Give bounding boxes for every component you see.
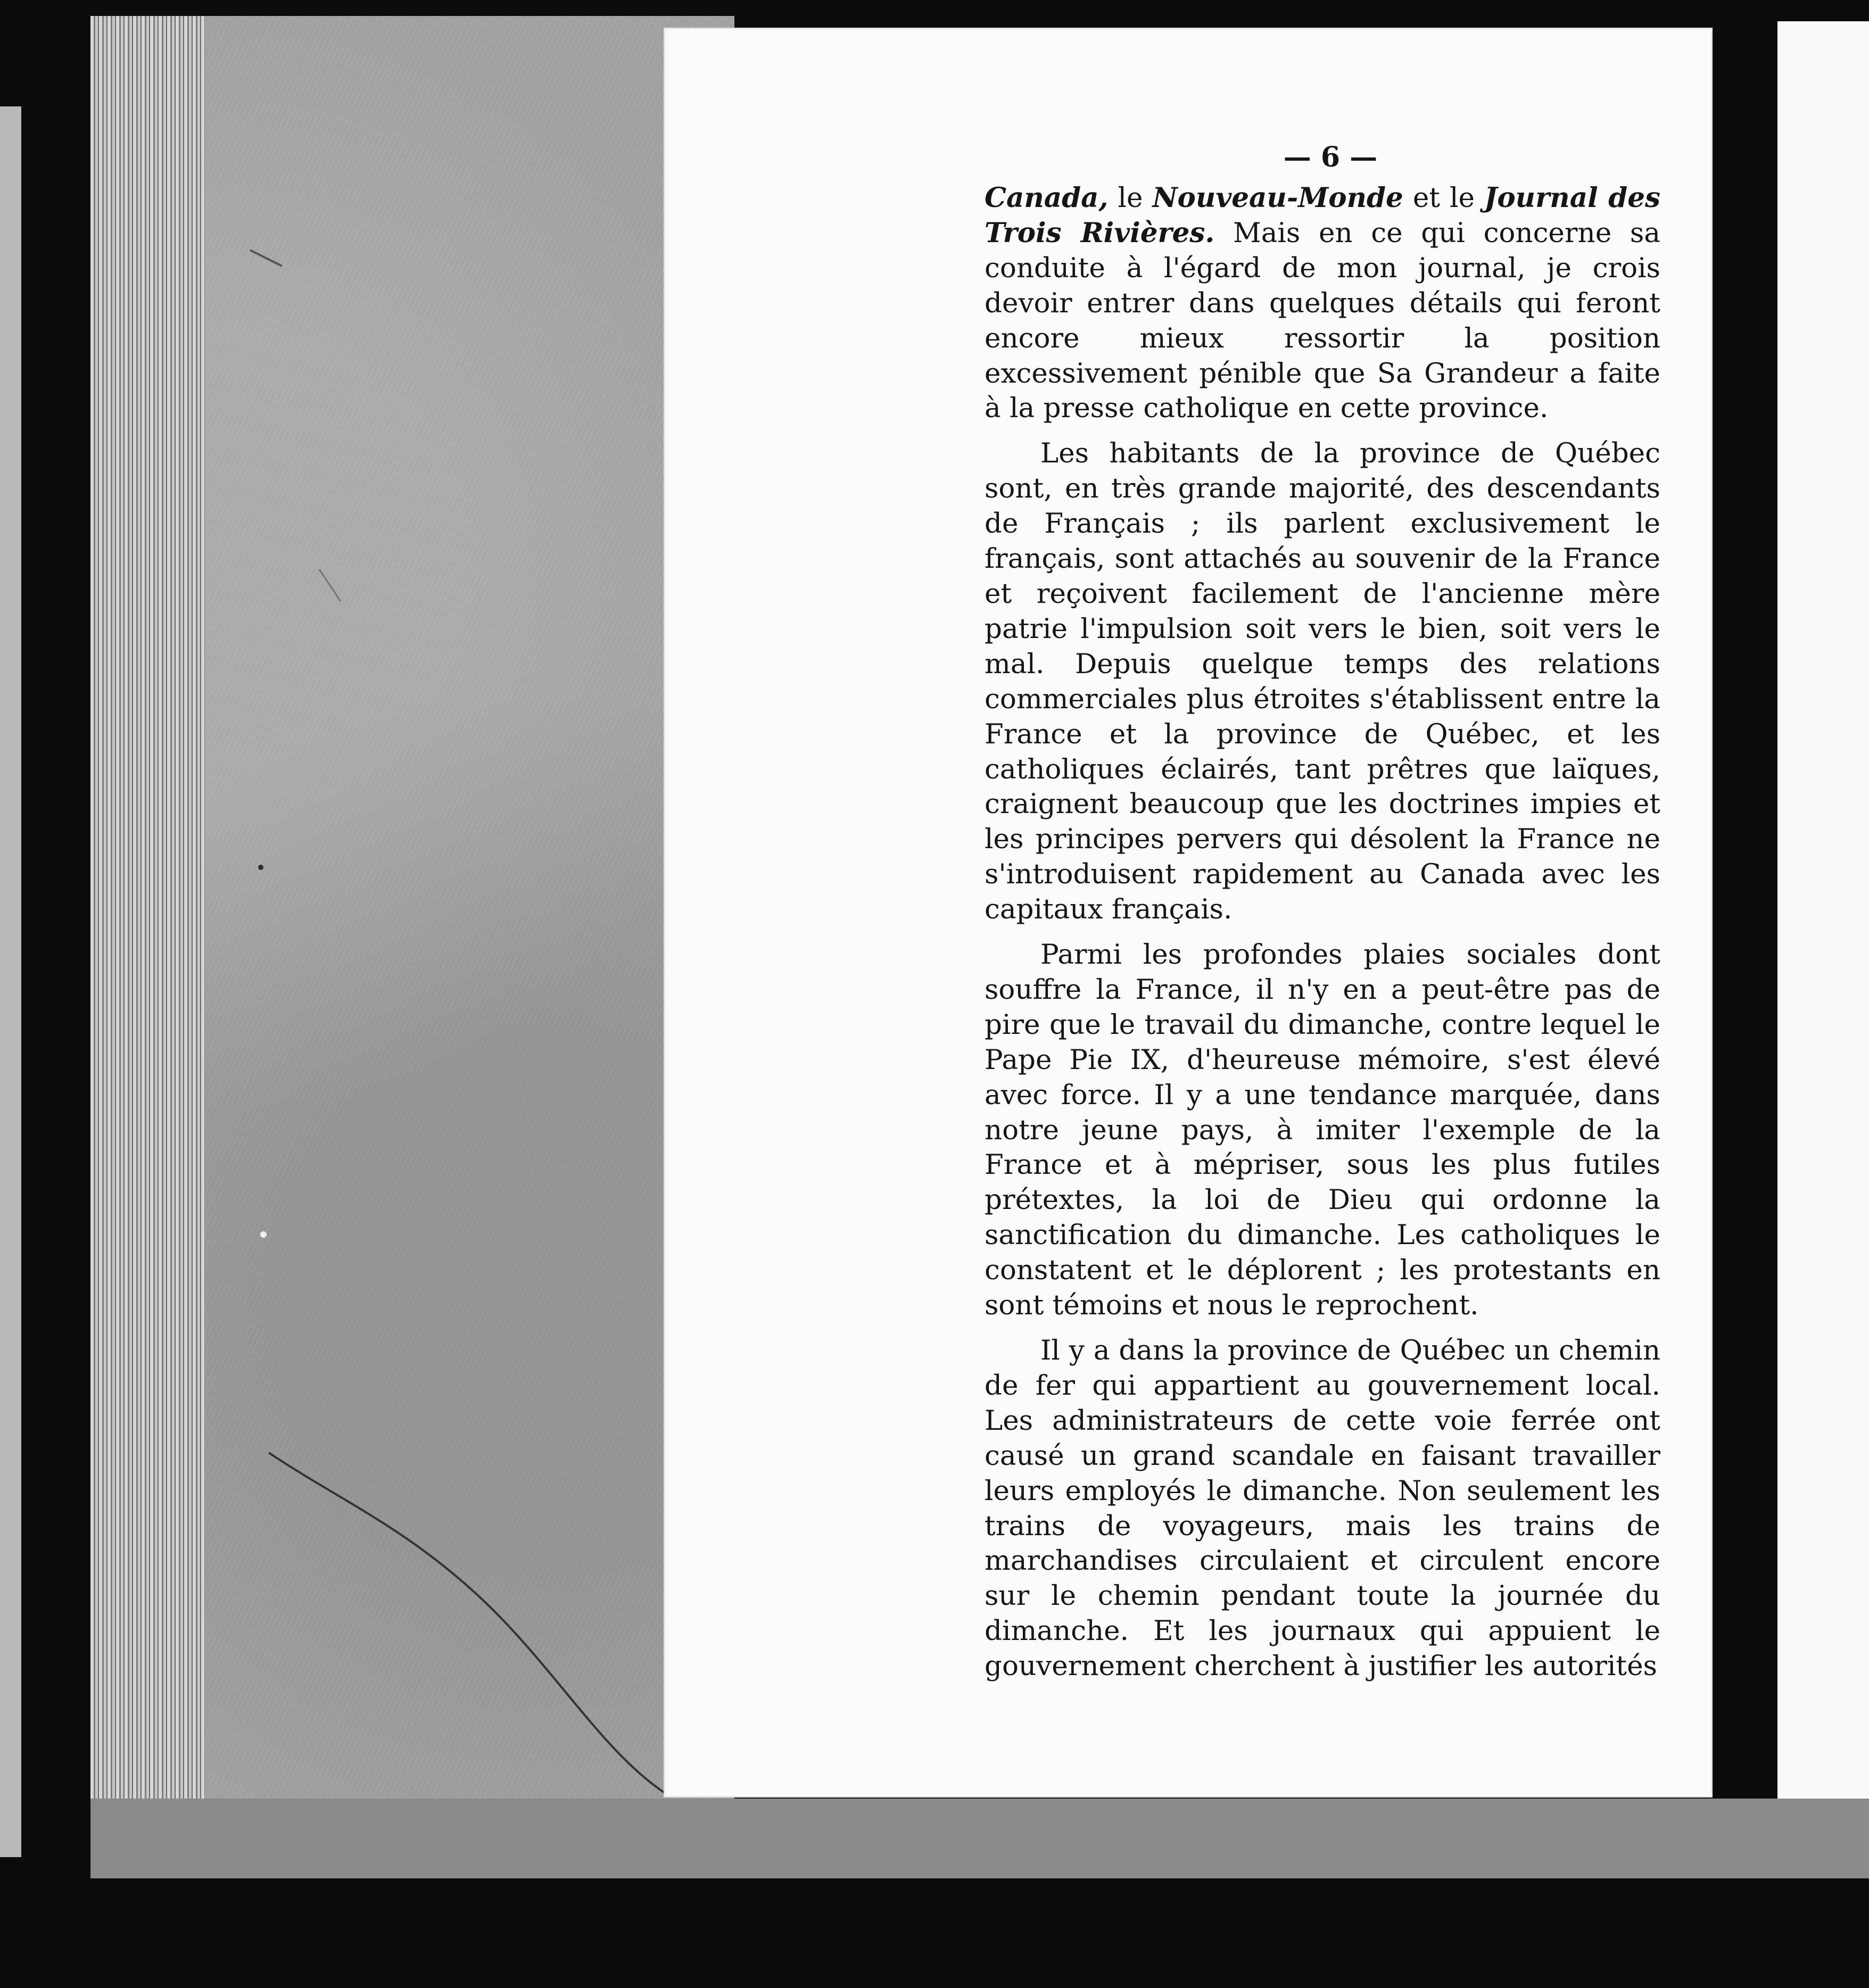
bottom-cover-band <box>90 1799 1869 1878</box>
scan-background <box>0 1878 1869 1988</box>
paragraph-1-text-b: et le <box>1403 182 1484 214</box>
paragraph-3: Parmi les profondes plaies sociales dont souffre la France, il n'y en a peut-être pas de pire que le travail du dimanche, contre lequel le Pape Pie IX, d'heureuse mémoire, s'est élevé avec force. Il y a une tendance marquée, dans notre jeune pays, à imiter l'exemple de la France et à mépriser, sous les plus futiles prétextes, la loi de Dieu qui ordonne la sanctification du dimanche. Les catholiques le constatent et le déplorent ; les protestants en sont témoins et nous le reprochent. <box>985 939 1660 1322</box>
paragraph-1-text-a: le <box>1108 182 1153 214</box>
italic-canada: Canada, <box>985 182 1109 214</box>
italic-journal-trois-rivieres: Journal des Trois Rivières. <box>985 182 1660 249</box>
page-number: — 6 — <box>1283 141 1378 173</box>
paragraph-1 <box>985 181 1660 426</box>
paragraph-4: Il y a dans la province de Québec un chemin de fer qui appartient au gouvernement local. Les administrateurs de cette voie ferrée ont causé un grand scandale en faisant travailler leurs employés le dimanche. Non seulement les trains de voyageurs, mais les trains de marchandises circulaient et circulent encore sur le chemin pendant toute la journée du dimanche. Et les journaux qui appuient le gouvernement cherchent à justifier les autorités <box>985 1335 1660 1683</box>
paragraph-1-text-c: Mais en ce qui concerne sa conduite à l'égard de mon journal, je crois devoir entrer dans quelques détails qui feront encore mieux ressortir la position excessivement pénible que Sa Grandeur a faite à la presse catholique en cette province. <box>985 217 1660 425</box>
italic-nouveau-monde: Nouveau-Monde <box>1152 182 1403 214</box>
paragraph-2: Les habitants de la province de Québec sont, en très grande majorité, des descendants de Français ; ils parlent exclusivement le français, sont attachés au souvenir de la France et reçoivent facilement de l'ancienne mère patrie l'impulsion soit vers le bien, soit vers le mal. Depuis quelque temps des relations commerciales plus étroites s'établissent entre la France et la province de Québec, et les catholiques éclairés, tant prêtres que laïques, craignent beaucoup que les doctrines impies et les principes pervers qui désolent la France ne s'introduisent rapidement au Canada avec les capitaux français. <box>985 437 1660 926</box>
page-text-block <box>985 138 1660 1694</box>
facing-page <box>1777 21 1869 1830</box>
